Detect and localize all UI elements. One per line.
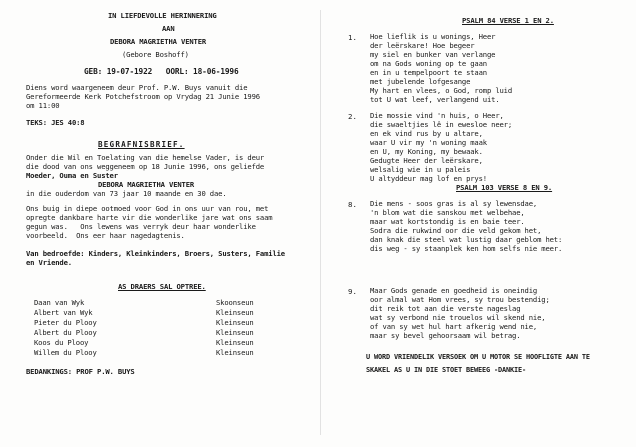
bearer-name: Pieter du Plooy — [34, 318, 97, 327]
bearer-relation: Kleinseun — [216, 308, 254, 317]
bearer-name: Daan van Wyk — [34, 298, 85, 307]
service-line: om 11:00 — [26, 101, 60, 110]
verse-line: om na Gods woning op te gaan — [370, 59, 487, 68]
verse-line: waar U vir my 'n woning maak — [370, 138, 487, 147]
fold-divider — [320, 10, 321, 435]
tribute-line: Ons buig in diepe ootmoed voor God in ons uur van rou, met — [26, 204, 269, 213]
funeral-notice-heading: BEGRAFNISBRIEF. — [98, 140, 185, 149]
memorial-title: IN LIEFDEVOLLE HERINNERING — [108, 11, 217, 20]
psalm-103-heading: PSALM 103 VERSE 8 EN 9. — [456, 183, 553, 192]
verse-line: welsalig wie in u paleis — [370, 165, 471, 174]
acknowledgements: BEDANKINGS: PROF P.W. BUYS — [26, 367, 135, 376]
verse-number: 1. — [348, 33, 357, 42]
verse-line: der leërskare! Hoe begeer — [370, 41, 475, 50]
verse-line: oor almal wat Hom vrees, sy trou bestendig; — [370, 295, 550, 304]
verse-line: en U, my Koning, my bewaak. — [370, 147, 483, 156]
verse-line: wat sy verbond nie trouelos wil skend nie, — [370, 313, 546, 322]
headlights-request: U WORD VRIENDELIK VERSOEK OM U MOTOR SE HOOFLIGTE AAN TE — [366, 353, 590, 361]
headlights-request: SKAKEL AS U IN DIE STOET BEWEEG -DANKIE- — [366, 366, 526, 374]
tribute-line: opregte dankbare harte vir die wonderlike jare wat ons saam — [26, 213, 273, 222]
verse-line: U altyddeur mag lof en prys! — [370, 174, 487, 183]
bearer-name: Albert van Wyk — [34, 308, 93, 317]
notice-line: Moeder, Ouma en Suster — [26, 171, 118, 180]
verse-line: tot U wat leef, verlangend uit. — [370, 95, 500, 104]
birth-death-dates: GEB: 19-07-1922 OORL: 18-06-1996 — [84, 67, 239, 76]
verse-line: Maar Gods genade en goedheid is oneindig — [370, 286, 538, 295]
notice-line: Onder die Wil en Toelating van die hemelse Vader, is deur — [26, 153, 265, 162]
verse-line: My hart en vlees, o God, romp luid — [370, 86, 513, 95]
tribute-line: voorbeeld. Ons eer haar nagedagtenis. — [26, 231, 185, 240]
verse-line: en ek vind rus by u altare, — [370, 129, 483, 138]
memorial-title-aan: AAN — [162, 24, 175, 33]
verse-number: 8. — [348, 200, 357, 209]
bearers-heading: AS DRAERS SAL OPTREE. — [118, 282, 206, 291]
verse-line: maar sy bevel gehoorsaam wil betrag. — [370, 331, 521, 340]
service-line: Diens word waargeneem deur Prof. P.W. Buys vanuit die — [26, 83, 248, 92]
verse-line: met jubelende lofgesange — [370, 77, 471, 86]
bearer-name: Willem du Plooy — [34, 348, 97, 357]
verse-line: 'n blom wat die sanskou met welbehae, — [370, 208, 525, 217]
verse-number: 9. — [348, 287, 357, 296]
verse-line: dan knak die steel wat lustig daar geblom het: — [370, 235, 563, 244]
bearer-relation: Kleinseun — [216, 348, 254, 357]
verse-line: en in u tempelpoort te staan — [370, 68, 487, 77]
notice-line: die dood van ons weggeneem op 18 Junie 1996, ons geliefde — [26, 162, 265, 171]
tribute-line: gegun was. Ons lewens was verryk deur haar wonderlike — [26, 222, 256, 231]
scripture-reference: TEKS: JES 40:8 — [26, 118, 85, 127]
verse-number: 2. — [348, 112, 357, 121]
verse-line: of van sy wet hul hart afkerig wend nie, — [370, 322, 538, 331]
bereaved-line: en Vriende. — [26, 258, 72, 267]
bearer-name: Koos du Plooy — [34, 338, 89, 347]
verse-line: dit reik tot aan die verste nageslag — [370, 304, 521, 313]
deceased-name-repeat: DEBORA MAGRIETHA VENTER — [98, 180, 195, 189]
deceased-name: DEBORA MAGRIETHA VENTER — [110, 37, 207, 46]
bearer-relation: Kleinseun — [216, 338, 254, 347]
bereaved-line: Van bedroefde: Kinders, Kleinkinders, Broers, Susters, Familie — [26, 249, 285, 258]
bearer-relation: Skoonseun — [216, 298, 254, 307]
verse-line: Die mossie vind 'n huis, o Heer, — [370, 111, 504, 120]
verse-line: Sodra die rukwind oor die veld gekom het, — [370, 226, 542, 235]
verse-line: dis weg - sy staanplek ken hom selfs nie meer. — [370, 244, 563, 253]
verse-line: Die mens - soos gras is al sy lewensdae, — [370, 199, 538, 208]
age-line: in die ouderdom van 73 jaar 10 maande en 30 dae. — [26, 189, 227, 198]
service-line: Gereformeerde Kerk Potchefstroom op Vrydag 21 Junie 1996 — [26, 92, 260, 101]
bearer-relation: Kleinseun — [216, 318, 254, 327]
verse-line: Hoe lieflik is u wonings, Heer — [370, 32, 496, 41]
verse-line: Gedugte Heer der leërskare, — [370, 156, 483, 165]
verse-line: die swaeltjies lê in ewesloe neer; — [370, 120, 513, 129]
bearer-relation: Kleinseun — [216, 328, 254, 337]
bearer-name: Albert du Plooy — [34, 328, 97, 337]
psalm-84-heading: PSALM 84 VERSE 1 EN 2. — [462, 16, 554, 25]
maiden-name: (Gebore Boshoff) — [122, 50, 189, 59]
verse-line: my siel en bunker van verlange — [370, 50, 496, 59]
verse-line: maar wat kortstondig is en baie teer. — [370, 217, 525, 226]
